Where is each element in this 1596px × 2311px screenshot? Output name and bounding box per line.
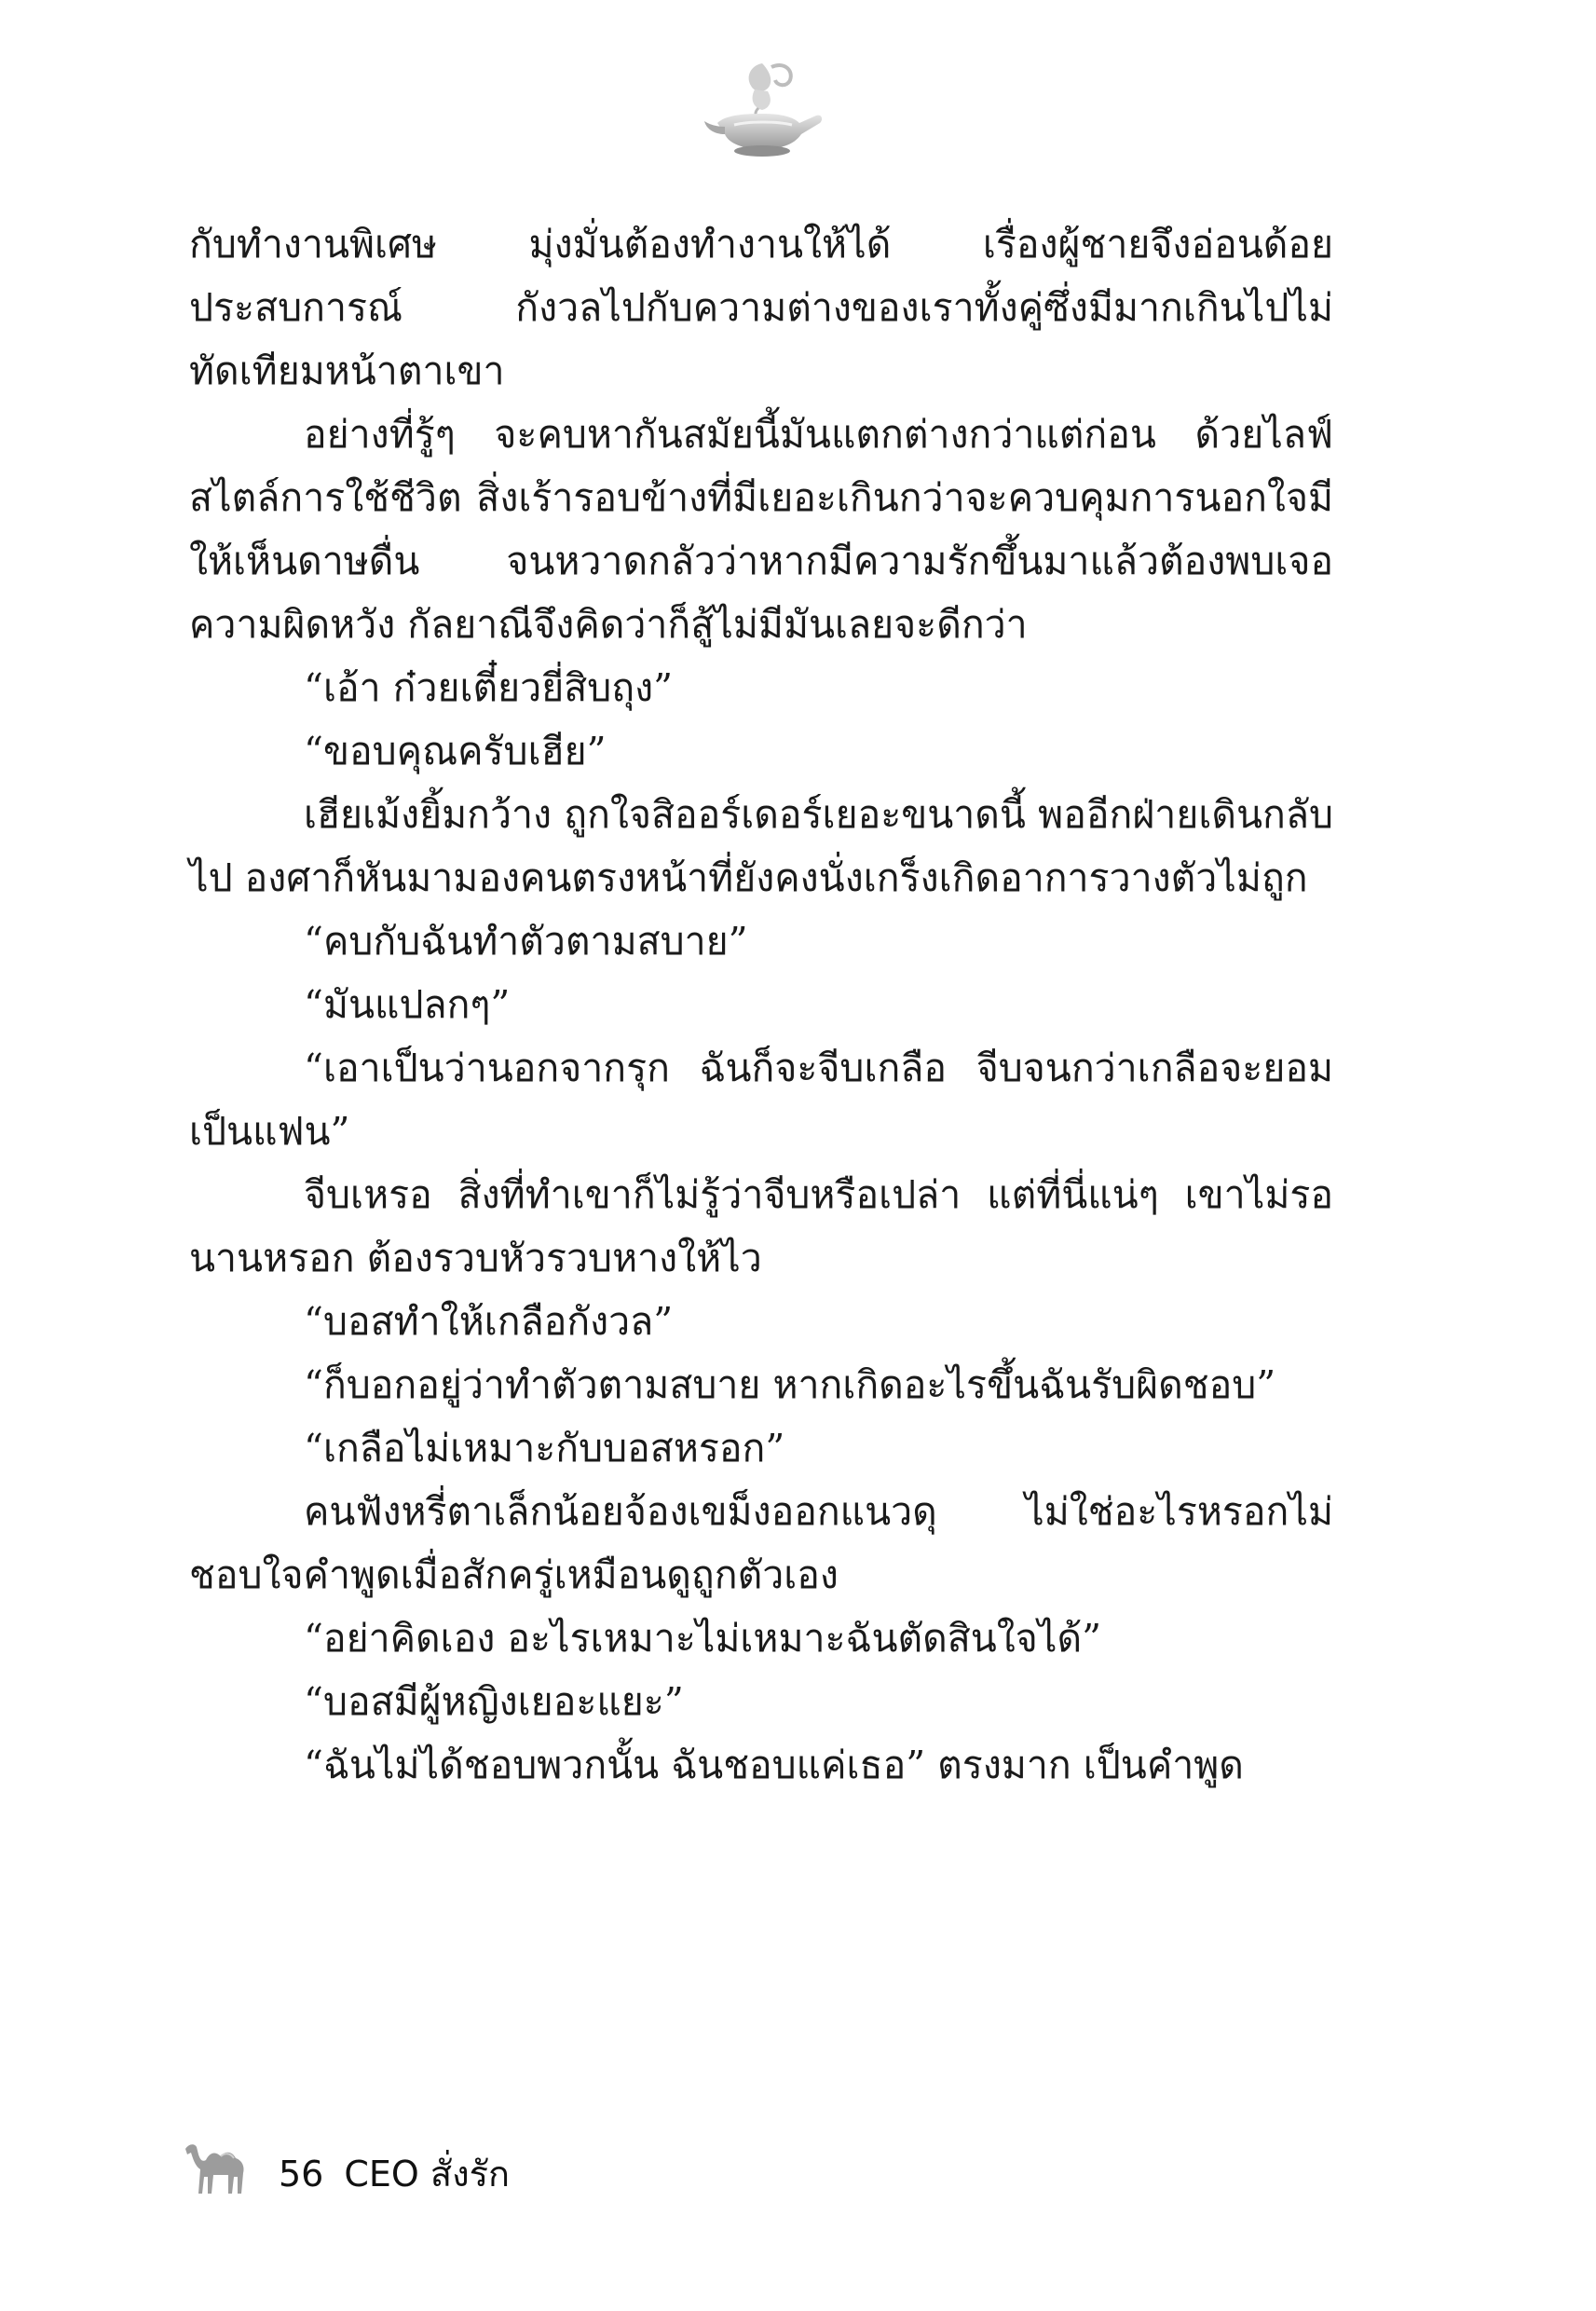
paragraph: “เอาเป็นว่านอกจากรุก ฉันก็จะจีบเกลือ จีบจนกว่าเกลือจะยอมเป็นแฟน” bbox=[189, 1046, 1333, 1154]
genie-lamp-icon bbox=[697, 56, 827, 158]
paragraph: คนฟังหรี่ตาเล็กน้อยจ้องเขม็งออกแนวดุ ไม่ใช่อะไรหรอกไม่ชอบใจคำพูดเมื่อสักครู่เหมือนดูถูกตัวเอง bbox=[189, 1489, 1333, 1597]
dialogue-line: “อย่าคิดเอง อะไรเหมาะไม่เหมาะฉันตัดสินใจได้” bbox=[304, 1616, 1102, 1661]
book-title: CEO สั่งรัก bbox=[344, 2154, 511, 2195]
dialogue-line: “บอสมีผู้หญิงเยอะแยะ” bbox=[304, 1679, 684, 1724]
dialogue-line: “ก็บอกอยู่ว่าทำตัวตามสบาย หากเกิดอะไรขึ้นฉันรับผิดชอบ” bbox=[304, 1362, 1276, 1407]
body-text bbox=[189, 212, 1333, 1797]
dialogue-line: “เกลือไม่เหมาะกับบอสหรอก” bbox=[304, 1426, 785, 1470]
dialogue-line: “มันแปลกๆ” bbox=[304, 982, 511, 1027]
paragraph: เฮียเม้งยิ้มกว้าง ถูกใจสิออร์เดอร์เยอะขนาดนี้ พออีกฝ่ายเดินกลับไป องศาก็หันมามองคนตรงหน้าที่ยังคงนั่งเกร็งเกิดอาการวางตัวไม่ถูก bbox=[189, 792, 1333, 900]
paragraph: กับทำงานพิเศษ มุ่งมั่นต้องทำงานให้ได้ เรื่องผู้ชายจึงอ่อนด้อยประสบการณ์ กังวลไปกับความต่างของเราทั้งคู่ซึ่งมีมากเกินไปไม่ทัดเทียมหน้าตาเขา bbox=[189, 222, 1333, 393]
page-footer bbox=[182, 2132, 510, 2197]
dialogue-line: “เอ้า ก๋วยเตี๋ยวยี่สิบถุง” bbox=[304, 665, 674, 710]
paragraph: อย่างที่รู้ๆ จะคบหากันสมัยนี้มันแตกต่างกว่าแต่ก่อน ด้วยไลฟ์สไตล์การใช้ชีวิต สิ่งเร้ารอบข้างที่มีเยอะเกินกว่าจะควบคุมการนอกใจมีให้เห็นดาษดื่น จนหวาดกลัวว่าหากมีความรักขึ้นมาแล้วต้องพบเจอความผิดหวัง กัลยาณีจึงคิดว่าก็สู้ไม่มีมันเลยจะดีกว่า bbox=[189, 412, 1333, 647]
footer-label bbox=[279, 2156, 510, 2197]
camel-icon bbox=[182, 2136, 256, 2197]
page-number: 56 bbox=[279, 2154, 324, 2195]
paragraph: “ฉันไม่ได้ชอบพวกนั้น ฉันชอบแค่เธอ” ตรงมาก เป็นคำพูด bbox=[304, 1743, 1244, 1787]
dialogue-line: “คบกับฉันทำตัวตามสบาย” bbox=[304, 919, 748, 964]
dialogue-line: “บอสทำให้เกลือกังวล” bbox=[304, 1299, 674, 1344]
paragraph: จีบเหรอ สิ่งที่ทำเขาก็ไม่รู้ว่าจีบหรือเปล่า แต่ที่นี่แน่ๆ เขาไม่รอนานหรอก ต้องรวบหัวรวบหางให้ไว bbox=[189, 1172, 1333, 1280]
dialogue-line: “ขอบคุณครับเฮีย” bbox=[304, 729, 607, 773]
